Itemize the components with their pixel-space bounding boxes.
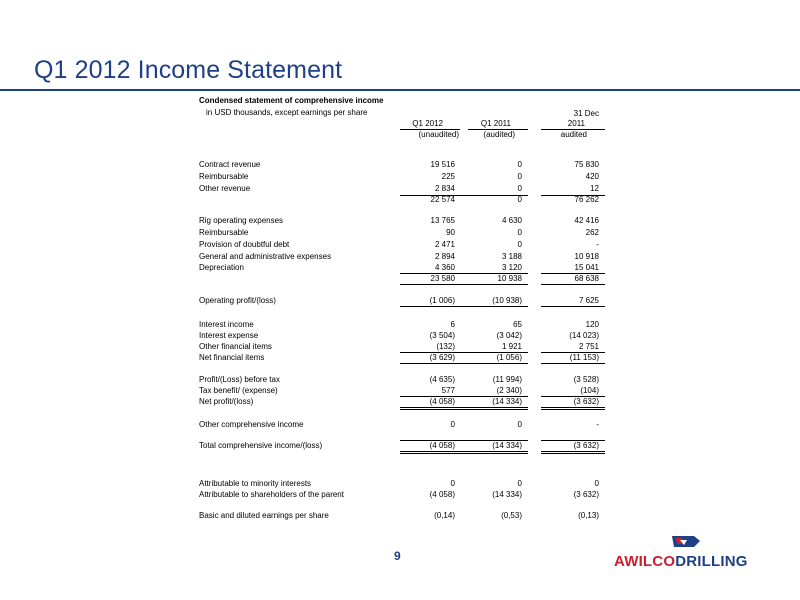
net-financial-rule-c2 xyxy=(468,363,528,364)
value-q1-2011: 3 120 xyxy=(501,263,522,272)
logo-wordmark: AWILCODRILLING xyxy=(614,553,748,570)
row-label: Depreciation xyxy=(199,263,244,272)
awilco-drilling-logo xyxy=(614,534,764,574)
col-q12011-header: Q1 2011 xyxy=(480,119,511,128)
row-label: General and administrative expenses xyxy=(199,252,332,261)
tax-rule-c2 xyxy=(468,396,528,397)
value-q1-2012: 6 xyxy=(450,320,455,329)
net-profit-double-rule-c2 xyxy=(468,407,528,410)
value-q1-2011: 4 630 xyxy=(501,216,522,225)
value-q1-2011: 0 xyxy=(517,172,522,181)
subtotal-rule-expenses-c3 xyxy=(541,273,605,274)
value-q1-2012: 2 471 xyxy=(434,240,455,249)
subtotal-rule-revenue-c3 xyxy=(541,195,605,196)
value-q1-2012: 13 765 xyxy=(430,216,455,225)
value-q1-2012: (4 058) xyxy=(429,490,455,499)
row-label: Net profit/(loss) xyxy=(199,397,254,406)
net-financial-rule-c3 xyxy=(541,363,605,364)
value-fy-2011: (11 153) xyxy=(569,353,599,362)
value-q1-2012: 2 834 xyxy=(434,184,455,193)
value-q1-2011: (2 340) xyxy=(496,386,522,395)
row-label: Reimbursable xyxy=(199,228,249,237)
row-label: Other revenue xyxy=(199,184,251,193)
statement-subheading: in USD thousands, except earnings per share xyxy=(206,108,368,117)
value-fy-2011: 2 751 xyxy=(578,342,599,351)
value-q1-2011: 10 938 xyxy=(497,274,522,283)
value-q1-2012: 225 xyxy=(441,172,455,181)
value-q1-2011: 0 xyxy=(517,479,522,488)
value-q1-2011: 0 xyxy=(517,240,522,249)
value-q1-2011: (1 056) xyxy=(496,353,522,362)
value-fy-2011: 15 041 xyxy=(574,263,599,272)
subtotal-rule-expenses-c2 xyxy=(468,273,528,274)
value-fy-2011: - xyxy=(596,240,599,249)
total-comprehensive-double-rule-c3 xyxy=(541,451,605,454)
value-q1-2012: 2 894 xyxy=(434,252,455,261)
value-q1-2011: 65 xyxy=(513,320,522,329)
value-fy-2011: 262 xyxy=(585,228,599,237)
value-q1-2012: 19 516 xyxy=(430,160,455,169)
total-rule-expenses-c2 xyxy=(468,284,528,285)
value-q1-2012: 90 xyxy=(446,228,455,237)
value-q1-2012: 23 580 xyxy=(430,274,455,283)
value-q1-2011: (14 334) xyxy=(492,490,522,499)
total-comprehensive-rule-c1 xyxy=(400,440,468,441)
value-fy-2011: (3 528) xyxy=(573,375,599,384)
value-fy-2011: 10 918 xyxy=(574,252,599,261)
financial-rule-c1 xyxy=(400,352,468,353)
tax-rule-c1 xyxy=(400,396,468,397)
value-q1-2012: (4 058) xyxy=(429,397,455,406)
row-label: Other comprehensive income xyxy=(199,420,304,429)
operating-rule-c2 xyxy=(468,306,528,307)
value-fy-2011: (3 632) xyxy=(573,397,599,406)
row-label: Basic and diluted earnings per share xyxy=(199,511,329,520)
total-comprehensive-double-rule-c2 xyxy=(468,451,528,454)
value-q1-2012: (3 504) xyxy=(429,331,455,340)
value-fy-2011: 75 830 xyxy=(574,160,599,169)
row-label: Interest expense xyxy=(199,331,259,340)
value-q1-2012: 0 xyxy=(450,420,455,429)
value-fy-2011: (3 632) xyxy=(573,441,599,450)
value-fy-2011: 7 625 xyxy=(578,296,599,305)
value-fy-2011: 12 xyxy=(590,184,599,193)
value-q1-2011: 0 xyxy=(517,184,522,193)
row-label: Provision of doubtful debt xyxy=(199,240,290,249)
value-q1-2011: (11 994) xyxy=(492,375,522,384)
value-q1-2012: (3 629) xyxy=(429,353,455,362)
statement-heading: Condensed statement of comprehensive income xyxy=(199,96,384,105)
row-label: Rig operating expenses xyxy=(199,216,284,225)
row-label: Attributable to shareholders of the parent xyxy=(199,490,344,499)
total-comprehensive-double-rule-c1 xyxy=(400,451,468,454)
value-q1-2011: 0 xyxy=(517,228,522,237)
value-fy-2011: 0 xyxy=(594,479,599,488)
value-fy-2011: (0,13) xyxy=(578,511,599,520)
value-q1-2012: (0,14) xyxy=(434,511,455,520)
row-label: Interest income xyxy=(199,320,254,329)
value-q1-2011: 0 xyxy=(517,420,522,429)
page-number: 9 xyxy=(394,549,401,563)
subtotal-rule-revenue-c2 xyxy=(468,195,528,196)
financial-rule-c3 xyxy=(541,352,605,353)
col-q12012-header: Q1 2012 xyxy=(412,119,443,128)
value-fy-2011: 420 xyxy=(585,172,599,181)
value-fy-2011: - xyxy=(596,420,599,429)
row-label: Attributable to minority interests xyxy=(199,479,312,488)
value-q1-2011: (10 938) xyxy=(492,296,522,305)
value-fy-2011: 120 xyxy=(585,320,599,329)
net-financial-rule-c1 xyxy=(400,363,468,364)
row-label: Reimbursable xyxy=(199,172,249,181)
value-q1-2012: (1 006) xyxy=(429,296,455,305)
col-q12011-subheader: (audited) xyxy=(483,130,515,139)
value-q1-2011: 1 921 xyxy=(501,342,522,351)
operating-rule-c3 xyxy=(541,306,605,307)
page-title: Q1 2012 Income Statement xyxy=(34,56,343,84)
value-q1-2012: 577 xyxy=(441,386,455,395)
value-fy-2011: (14 023) xyxy=(569,331,599,340)
subtotal-rule-expenses-c1 xyxy=(400,273,468,274)
value-fy-2011: 68 638 xyxy=(574,274,599,283)
subtotal-rule-revenue-c1 xyxy=(400,195,468,196)
row-label: Operating profit/(loss) xyxy=(199,296,276,305)
col-fy2011-subheader: audited xyxy=(560,130,587,139)
value-q1-2012: (4 635) xyxy=(429,375,455,384)
value-q1-2011: 0 xyxy=(517,195,522,204)
value-fy-2011: (3 632) xyxy=(573,490,599,499)
value-q1-2012: 4 360 xyxy=(434,263,455,272)
value-q1-2011: (14 334) xyxy=(492,397,522,406)
value-fy-2011: 76 262 xyxy=(574,195,599,204)
value-q1-2011: (3 042) xyxy=(496,331,522,340)
operating-rule-c1 xyxy=(400,306,468,307)
total-comprehensive-rule-c3 xyxy=(541,440,605,441)
col-q12012-subheader: (unaudited) xyxy=(418,130,459,139)
row-label: Contract revenue xyxy=(199,160,261,169)
total-comprehensive-rule-c2 xyxy=(468,440,528,441)
total-rule-expenses-c1 xyxy=(400,284,468,285)
tax-rule-c3 xyxy=(541,396,605,397)
row-label: Other financial items xyxy=(199,342,272,351)
net-profit-double-rule-c1 xyxy=(400,407,468,410)
col-fy2011-header: 2011 xyxy=(567,119,585,128)
value-q1-2012: (4 058) xyxy=(429,441,455,450)
value-q1-2012: (132) xyxy=(436,342,455,351)
value-q1-2011: (0,53) xyxy=(501,511,522,520)
value-q1-2011: 3 188 xyxy=(501,252,522,261)
row-label: Net financial items xyxy=(199,353,265,362)
net-profit-double-rule-c3 xyxy=(541,407,605,410)
value-q1-2011: 0 xyxy=(517,160,522,169)
value-fy-2011: (104) xyxy=(580,386,599,395)
row-label: Tax benefit/ (expense) xyxy=(199,386,278,395)
row-label: Total comprehensive income/(loss) xyxy=(199,441,323,450)
value-q1-2011: (14 334) xyxy=(492,441,522,450)
row-label: Profit/(Loss) before tax xyxy=(199,375,280,384)
col-fy2011-header-line0: 31 Dec xyxy=(573,109,599,118)
value-fy-2011: 42 416 xyxy=(574,216,599,225)
value-q1-2012: 22 574 xyxy=(430,195,455,204)
financial-rule-c2 xyxy=(468,352,528,353)
value-q1-2012: 0 xyxy=(450,479,455,488)
total-rule-expenses-c3 xyxy=(541,284,605,285)
